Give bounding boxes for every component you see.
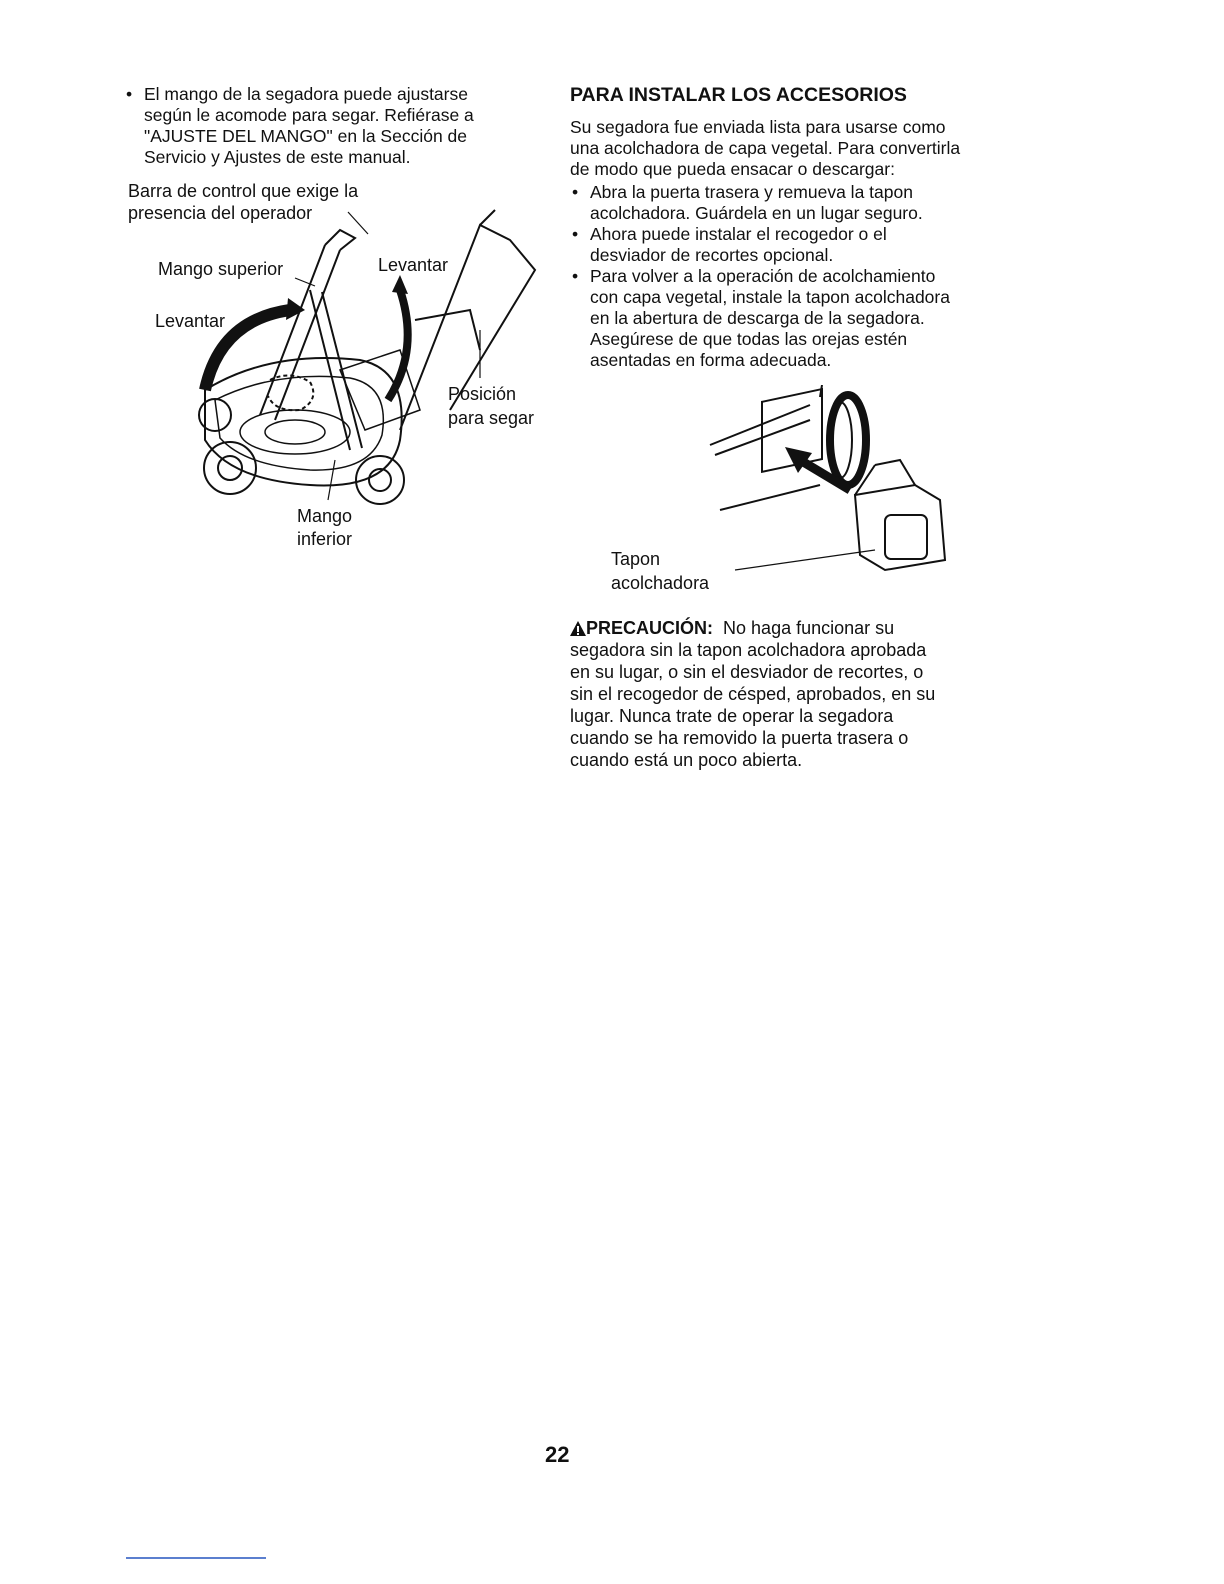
label-position-1: Posición <box>448 384 517 404</box>
caution-line: lugar. Nunca trate de operar la segadora <box>570 706 894 726</box>
note-line: Servicio y Ajustes de este manual. <box>144 147 411 167</box>
bullet-dot-icon: • <box>572 266 579 286</box>
caution-line: en su lugar, o sin el desviador de recortes, o <box>570 662 924 682</box>
list-item <box>572 224 992 266</box>
caution-block <box>570 617 1000 771</box>
list-item <box>572 266 992 371</box>
intro-line: de modo que pueda ensacar o descargar: <box>570 159 895 179</box>
bullet-dot-icon: • <box>126 84 133 104</box>
page-number: 22 <box>545 1442 570 1467</box>
caution-heading: PRECAUCIÓN: <box>586 618 714 638</box>
footer-divider <box>126 1557 266 1559</box>
list-line: desviador de recortes opcional. <box>590 245 834 265</box>
label-lower-handle-1: Mango <box>297 506 353 526</box>
label-plug-1: Tapon <box>611 549 661 569</box>
list-item <box>572 182 992 224</box>
note-line: según le acomode para segar. Refiérase a <box>144 105 474 125</box>
caution-line: segadora sin la tapon acolchadora aprobada <box>570 640 927 660</box>
warning-triangle-icon <box>570 621 586 636</box>
label-lift-left: Levantar <box>155 311 226 331</box>
intro-line: Su segadora fue enviada lista para usarse como <box>570 117 946 137</box>
caption-line: Barra de control que exige la <box>128 181 359 201</box>
label-plug-2: acolchadora <box>611 573 710 593</box>
section-title: PARA INSTALAR LOS ACCESORIOS <box>570 84 907 106</box>
label-upper-handle: Mango superior <box>158 259 284 279</box>
list-line: asentadas en forma adecuada. <box>590 350 832 370</box>
intro-line: una acolchadora de capa vegetal. Para convertirla <box>570 138 961 158</box>
caution-line: cuando está un poco abierta. <box>570 750 803 770</box>
note-line: El mango de la segadora puede ajustarse <box>144 84 468 104</box>
caution-first: No haga funcionar su <box>723 618 895 638</box>
accessory-bullets <box>572 182 992 371</box>
bullet-dot-icon: • <box>572 224 579 244</box>
list-line: acolchadora. Guárdela en un lugar seguro. <box>590 203 923 223</box>
list-line: con capa vegetal, instale la tapon acolchadora <box>590 287 950 307</box>
list-line: Para volver a la operación de acolchamiento <box>590 266 936 286</box>
label-position-2: para segar <box>448 408 535 428</box>
label-lift-right: Levantar <box>378 255 449 275</box>
list-line: Abra la puerta trasera y remueva la tapon <box>590 182 913 202</box>
handle-adjust-note <box>126 84 546 168</box>
caution-line: sin el recogedor de césped, aprobados, en su <box>570 684 936 704</box>
mower-illustration <box>150 200 550 530</box>
caution-line: cuando se ha removido la puerta trasera o <box>570 728 909 748</box>
list-line: Ahora puede instalar el recogedor o el <box>590 224 887 244</box>
label-lower-handle-2: inferior <box>297 529 353 549</box>
caption-line: presencia del operador <box>128 203 313 223</box>
list-line: en la abertura de descarga de la segadora. <box>590 308 925 328</box>
list-line: Asegúrese de que todas las orejas estén <box>590 329 908 349</box>
note-line: "AJUSTE DEL MANGO" en la Sección de <box>144 126 468 146</box>
mulch-plug-illustration <box>700 385 960 585</box>
intro-paragraph <box>570 117 990 180</box>
bullet-dot-icon: • <box>572 182 579 202</box>
